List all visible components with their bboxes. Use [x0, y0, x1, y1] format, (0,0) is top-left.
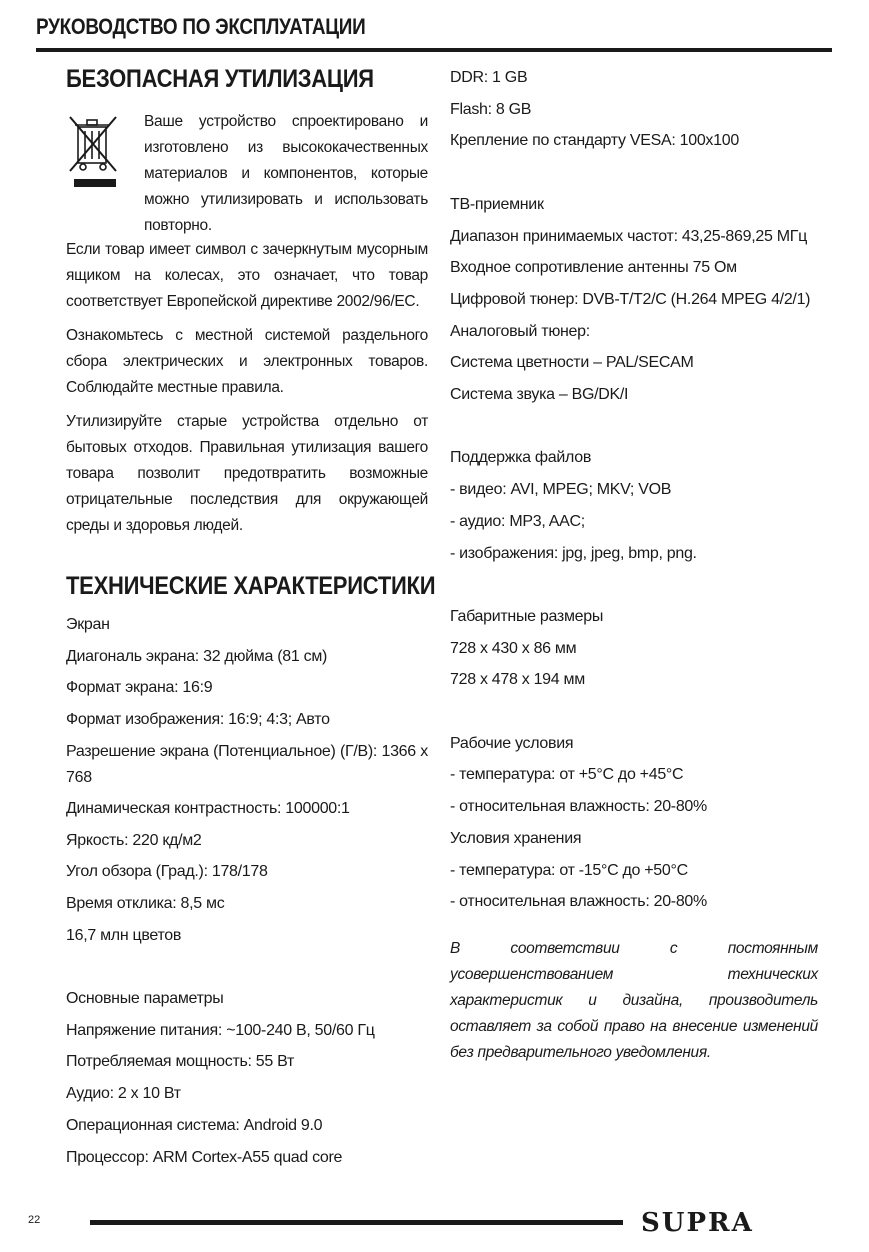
header-divider: [36, 48, 832, 52]
dimensions-specs: [450, 601, 818, 696]
spec-line: - температура: от -15°C до +50°C: [450, 861, 688, 879]
crossed-out-bin-icon: [66, 109, 144, 239]
brand-logo: SUPRA: [641, 1208, 754, 1238]
disposal-paragraph: Если товар имеет символ с зачеркнутым мусорным ящиком на колесах, это означает, что товар соответствует Европейской директиве 2002/96/EC.: [66, 241, 428, 310]
spec-line: Динамическая контрастность: 100000:1: [66, 799, 350, 817]
spec-line: Время отклика: 8,5 мс: [66, 894, 225, 912]
spec-line: Формат экрана: 16:9: [66, 679, 213, 697]
spec-group-title: ТВ-приемник: [450, 195, 544, 213]
spec-group-title: Габаритные размеры: [450, 607, 604, 625]
disposal-paragraph: Утилизируйте старые устройства отдельно от бытовых отходов. Правильная утилизация вашего товара позволит предотвратить возможные отрицательные последствия для окружающей среды и здоровья людей.: [66, 413, 428, 534]
spec-line: - относительная влажность: 20-80%: [450, 798, 707, 816]
spec-line: Операционная система: Android 9.0: [66, 1116, 323, 1134]
spec-line: Формат изображения: 16:9; 4:3; Авто: [66, 711, 330, 729]
spec-group-title: Условия хранения: [450, 829, 582, 847]
spec-line: Аудио: 2 x 10 Вт: [66, 1085, 181, 1103]
spec-line: Диапазон принимаемых частот: 43,25-869,25 МГц: [450, 227, 807, 245]
right-column: [450, 62, 818, 1066]
spec-line: Система звука – BG/DK/I: [450, 386, 629, 404]
page-number: 22: [28, 1214, 41, 1226]
spec-group-title: Рабочие условия: [450, 734, 574, 752]
spec-line: Процессор: ARM Cortex-A55 quad core: [66, 1148, 343, 1166]
spec-line: Аналоговый тюнер:: [450, 322, 590, 340]
spec-line: Угол обзора (Град.): 178/178: [66, 863, 268, 881]
disposal-intro-text: Ваше устройство спроектировано и изготовлено из высококачественных материалов и компонентов, которые можно утилизировать и использовать повторно.: [144, 113, 428, 234]
spec-line: Разрешение экрана (Потенциальное) (Г/В): 1366 x 768: [66, 742, 428, 786]
spec-line: - аудио: MP3, AAC;: [450, 512, 585, 530]
spec-line: Крепление по стандарту VESA: 100x100: [450, 132, 739, 150]
spec-line: - изображения: jpg, jpeg, bmp, png.: [450, 544, 697, 562]
spec-line: Потребляемая мощность: 55 Вт: [66, 1053, 295, 1071]
footer-divider: [90, 1220, 623, 1225]
spec-line: 16,7 млн цветов: [66, 926, 182, 944]
spec-group-title: Основные параметры: [66, 990, 224, 1008]
page-header-title: РУКОВОДСТВО ПО ЭКСПЛУАТАЦИИ: [36, 14, 366, 39]
disposal-paragraph: Ознакомьтесь с местной системой раздельного сбора электрических и электронных товаров. Соблюдайте местные правила.: [66, 327, 428, 396]
spec-group-title: Экран: [66, 616, 110, 633]
spec-line: 728 x 430 x 86 мм: [450, 639, 577, 657]
spec-line: Входное сопротивление антенны 75 Ом: [450, 259, 737, 277]
disposal-intro-block: [66, 109, 428, 239]
spec-line: Система цветности – PAL/SECAM: [450, 354, 694, 372]
disclaimer-note: В соответствии с постоянным усовершенствованием технических характеристик и дизайна, производитель оставляет за собой право на внесение изменений без предварительного уведомления.: [450, 939, 818, 1061]
tv-tuner-specs: [450, 189, 818, 411]
storage-conditions: [450, 823, 818, 918]
screen-specs: [66, 609, 428, 951]
left-column: [66, 62, 436, 1173]
disposal-heading: БЕЗОПАСНАЯ УТИЛИЗАЦИЯ: [66, 65, 374, 93]
spec-group-title: Поддержка файлов: [450, 449, 592, 467]
spec-line: Диагональ экрана: 32 дюйма (81 см): [66, 647, 328, 665]
spec-line: Напряжение питания: ~100-240 В, 50/60 Гц: [66, 1021, 375, 1039]
spec-line: - температура: от +5°C до +45°C: [450, 766, 684, 784]
operating-conditions: [450, 728, 818, 823]
file-support-specs: [450, 442, 818, 569]
spec-line: Flash: 8 GB: [450, 100, 532, 118]
spec-line: DDR: 1 GB: [450, 69, 528, 86]
spec-line: Цифровой тюнер: DVB-T/T2/C (H.264 MPEG 4/2/1): [450, 290, 811, 308]
spec-line: - относительная влажность: 20-80%: [450, 893, 707, 911]
spec-line: Яркость: 220 кд/м2: [66, 831, 202, 849]
spec-line: 728 x 478 x 194 мм: [450, 671, 585, 689]
main-specs: [66, 983, 428, 1173]
spec-line: - видео: AVI, MPEG; MKV; VOB: [450, 481, 672, 499]
specs-heading: ТЕХНИЧЕСКИЕ ХАРАКТЕРИСТИКИ: [66, 572, 436, 600]
memory-specs: [450, 62, 818, 157]
